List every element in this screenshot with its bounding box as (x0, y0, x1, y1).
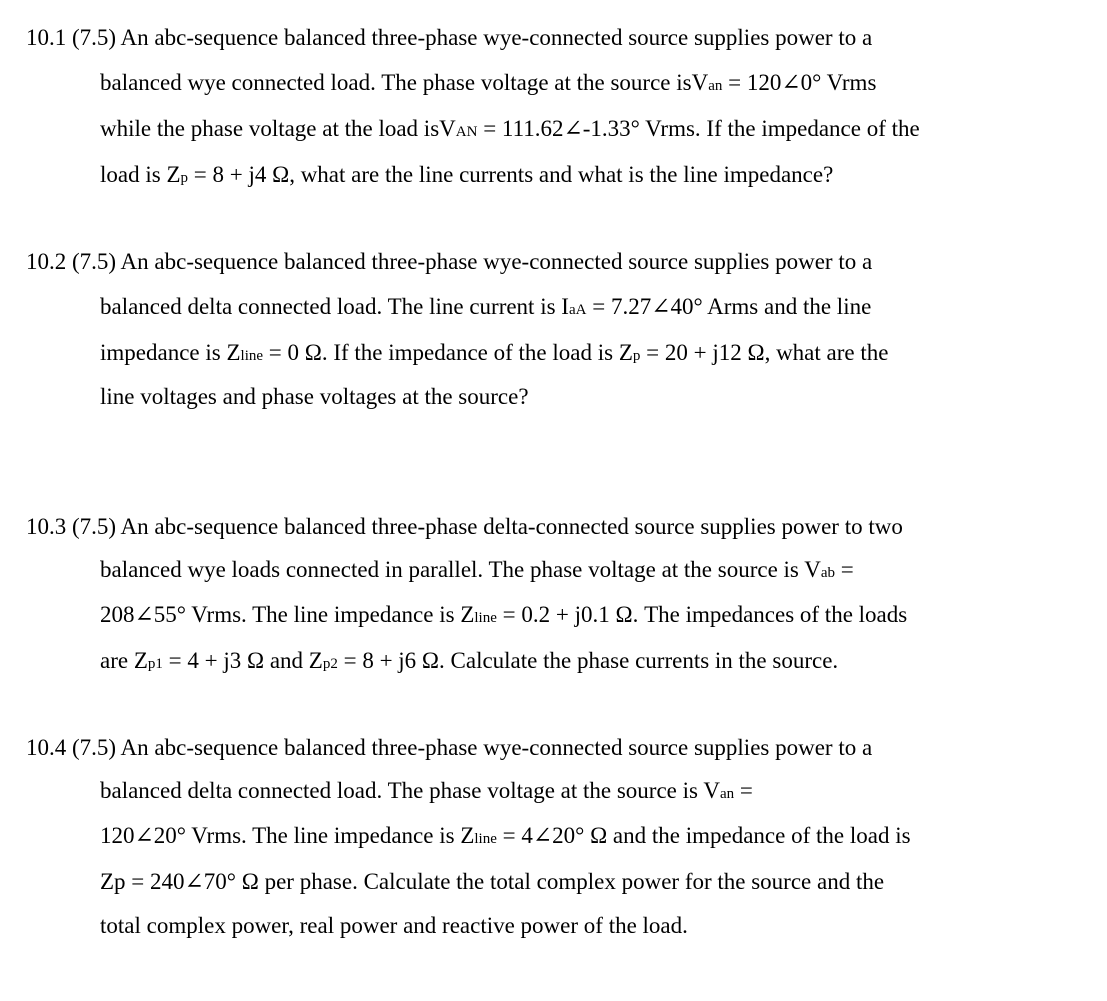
subscript: ab (820, 565, 836, 581)
problem-10-1-line-3 (100, 115, 920, 146)
subscript: an (708, 78, 723, 94)
variable: Z (460, 602, 475, 627)
subscript: p1 (147, 656, 163, 672)
text: line voltages and phase voltages at the source? (100, 384, 529, 409)
problem-10-1-line-1 (26, 24, 872, 52)
problem-10-2-line-2 (100, 293, 871, 324)
subscript: an (719, 786, 735, 802)
problem-10-3-line-2 (100, 556, 854, 587)
variable: Z (308, 648, 323, 673)
text: = 4 + j3 Ω and (162, 648, 309, 673)
text: = 4∠20° Ω and the impedance of the load is (496, 823, 911, 848)
problem-10-1-line-2 (100, 69, 876, 100)
text: = (835, 557, 854, 582)
text: balanced delta connected load. The phase voltage at the source is (100, 778, 704, 803)
subscript: p (180, 170, 189, 186)
variable: Z (133, 648, 148, 673)
problem-10-3-line-1 (26, 513, 903, 541)
problem-10-1-line-4 (100, 161, 833, 192)
text: 10.2 (7.5) An abc-sequence balanced three-phase wye-connected source supplies power to a (26, 249, 873, 274)
variable: Z (618, 340, 633, 365)
text: are (100, 648, 134, 673)
text: load is (100, 162, 167, 187)
problem-10-2-line-3 (100, 339, 888, 370)
text: = 8 + j4 Ω, what are the line currents and what is the line impedance? (188, 162, 834, 187)
problem-10-4-line-3 (100, 822, 911, 853)
text: 10.1 (7.5) An abc-sequence balanced three-phase wye-connected source supplies power to a (26, 25, 873, 50)
text: total complex power, real power and reactive power of the load. (100, 913, 688, 938)
text: = 0 Ω. If the impedance of the load is (263, 340, 619, 365)
text: balanced delta connected load. The line current is (100, 294, 562, 319)
text: = 8 + j6 Ω. Calculate the phase currents in the source. (337, 648, 839, 673)
subscript: p2 (322, 656, 338, 672)
problem-10-2-line-4 (100, 383, 529, 411)
problem-10-4-line-1 (26, 734, 872, 762)
problem-10-4-line-5 (100, 912, 688, 940)
variable: Z (226, 340, 241, 365)
text: while the phase voltage at the load is (100, 116, 440, 141)
problem-10-2-line-1 (26, 248, 872, 276)
variable: Z (460, 823, 475, 848)
subscript: line (474, 831, 497, 847)
text: balanced wye connected load. The phase voltage at the source is (100, 70, 692, 95)
variable: V (703, 778, 720, 803)
text: impedance is (100, 340, 227, 365)
text: 10.4 (7.5) An abc-sequence balanced three-phase wye-connected source supplies power to a (26, 735, 873, 760)
text: = 0.2 + j0.1 Ω. The impedances of the loads (496, 602, 908, 627)
variable: V (439, 116, 456, 141)
subscript: AN (455, 124, 478, 140)
problem-10-4-line-2 (100, 777, 753, 808)
text: = (734, 778, 753, 803)
subscript: aA (568, 302, 587, 318)
subscript: p (632, 348, 641, 364)
variable: V (804, 557, 821, 582)
text: balanced wye loads connected in parallel. The phase voltage at the source is (100, 557, 805, 582)
problem-10-3-line-4 (100, 647, 838, 678)
text: Zp = 240∠70° Ω per phase. Calculate the total complex power for the source and the (100, 869, 885, 894)
variable: I (561, 294, 569, 319)
problem-10-4-line-4 (100, 868, 884, 896)
text: 120∠20° Vrms. The line impedance is (100, 823, 461, 848)
text: = 20 + j12 Ω, what are the (640, 340, 889, 365)
text: 10.3 (7.5) An abc-sequence balanced three-phase delta-connected source supplies power to two (26, 514, 903, 539)
problem-10-3-line-3 (100, 601, 907, 632)
subscript: line (474, 610, 497, 626)
variable: V (691, 70, 709, 95)
text: = 7.27∠40° Arms and the line (586, 294, 872, 319)
text: 208∠55° Vrms. The line impedance is (100, 602, 461, 627)
text: = 111.62∠-1.33° Vrms. If the impedance of the (477, 116, 920, 141)
text: = 120∠0° Vrms (722, 70, 877, 95)
subscript: line (240, 348, 264, 364)
variable: Z (166, 162, 181, 187)
